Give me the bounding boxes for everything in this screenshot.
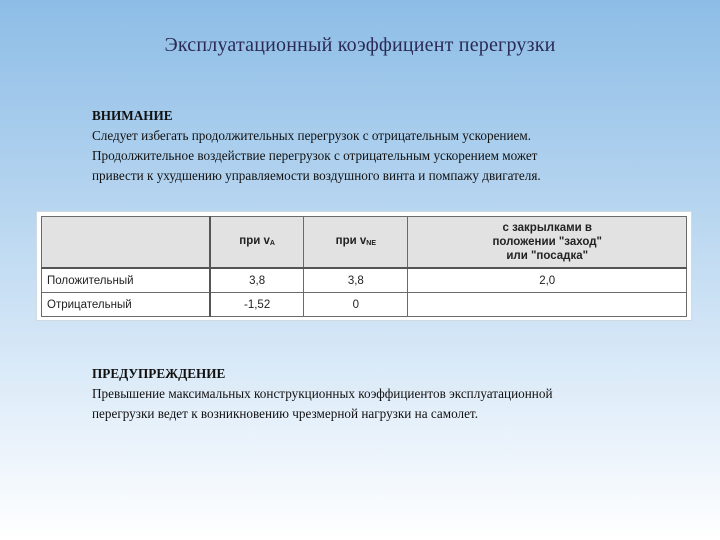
- attention-line: Следует избегать продолжительных перегрузок с отрицательным ускорением.: [92, 128, 532, 143]
- attention-line: Продолжительное воздействие перегрузок с отрицательным ускорением может: [92, 148, 538, 163]
- attention-heading: ВНИМАНИЕ: [92, 108, 173, 123]
- warning-line: перегрузки ведет к возникновению чрезмерной нагрузки на самолет.: [92, 406, 478, 421]
- cell-negative-va: -1,52: [210, 293, 304, 317]
- header-va-main: при v: [239, 234, 270, 247]
- row-label-positive: Положительный: [42, 268, 211, 293]
- table-row: [42, 293, 687, 317]
- header-va: [210, 217, 304, 269]
- slide-title: Эксплуатационный коэффициент перегрузки: [164, 34, 556, 56]
- warning-block: [92, 364, 672, 424]
- warning-line: Превышение максимальных конструкционных коэффициентов эксплуатационной: [92, 386, 553, 401]
- cell-positive-vne: 3,8: [304, 268, 408, 293]
- cell-positive-flaps: 2,0: [408, 268, 687, 293]
- cell-positive-va: 3,8: [210, 268, 304, 293]
- warning-heading: ПРЕДУПРЕЖДЕНИЕ: [92, 366, 226, 381]
- header-vne-sub: NE: [366, 239, 377, 247]
- cell-negative-flaps: [408, 293, 687, 317]
- table-row: [42, 268, 687, 293]
- load-factor-table: [41, 216, 687, 317]
- cell-negative-vne: 0: [304, 293, 408, 317]
- attention-line: привести к ухудшению управляемости воздушного винта и помпажу двигателя.: [92, 168, 541, 183]
- table-header-row: [42, 217, 687, 269]
- load-factor-table-frame: [36, 211, 692, 321]
- header-vne-main: при v: [335, 234, 367, 247]
- header-flaps-line: с закрылками в: [502, 222, 592, 234]
- header-vne: [304, 217, 408, 269]
- header-flaps-line: положении "заход": [492, 236, 602, 248]
- table-corner-cell: [42, 217, 211, 269]
- row-label-negative: Отрицательный: [42, 293, 211, 317]
- header-flaps: [408, 217, 687, 269]
- attention-block: [92, 106, 672, 186]
- header-va-sub: A: [269, 239, 275, 247]
- header-flaps-line: или "посадка": [506, 250, 589, 262]
